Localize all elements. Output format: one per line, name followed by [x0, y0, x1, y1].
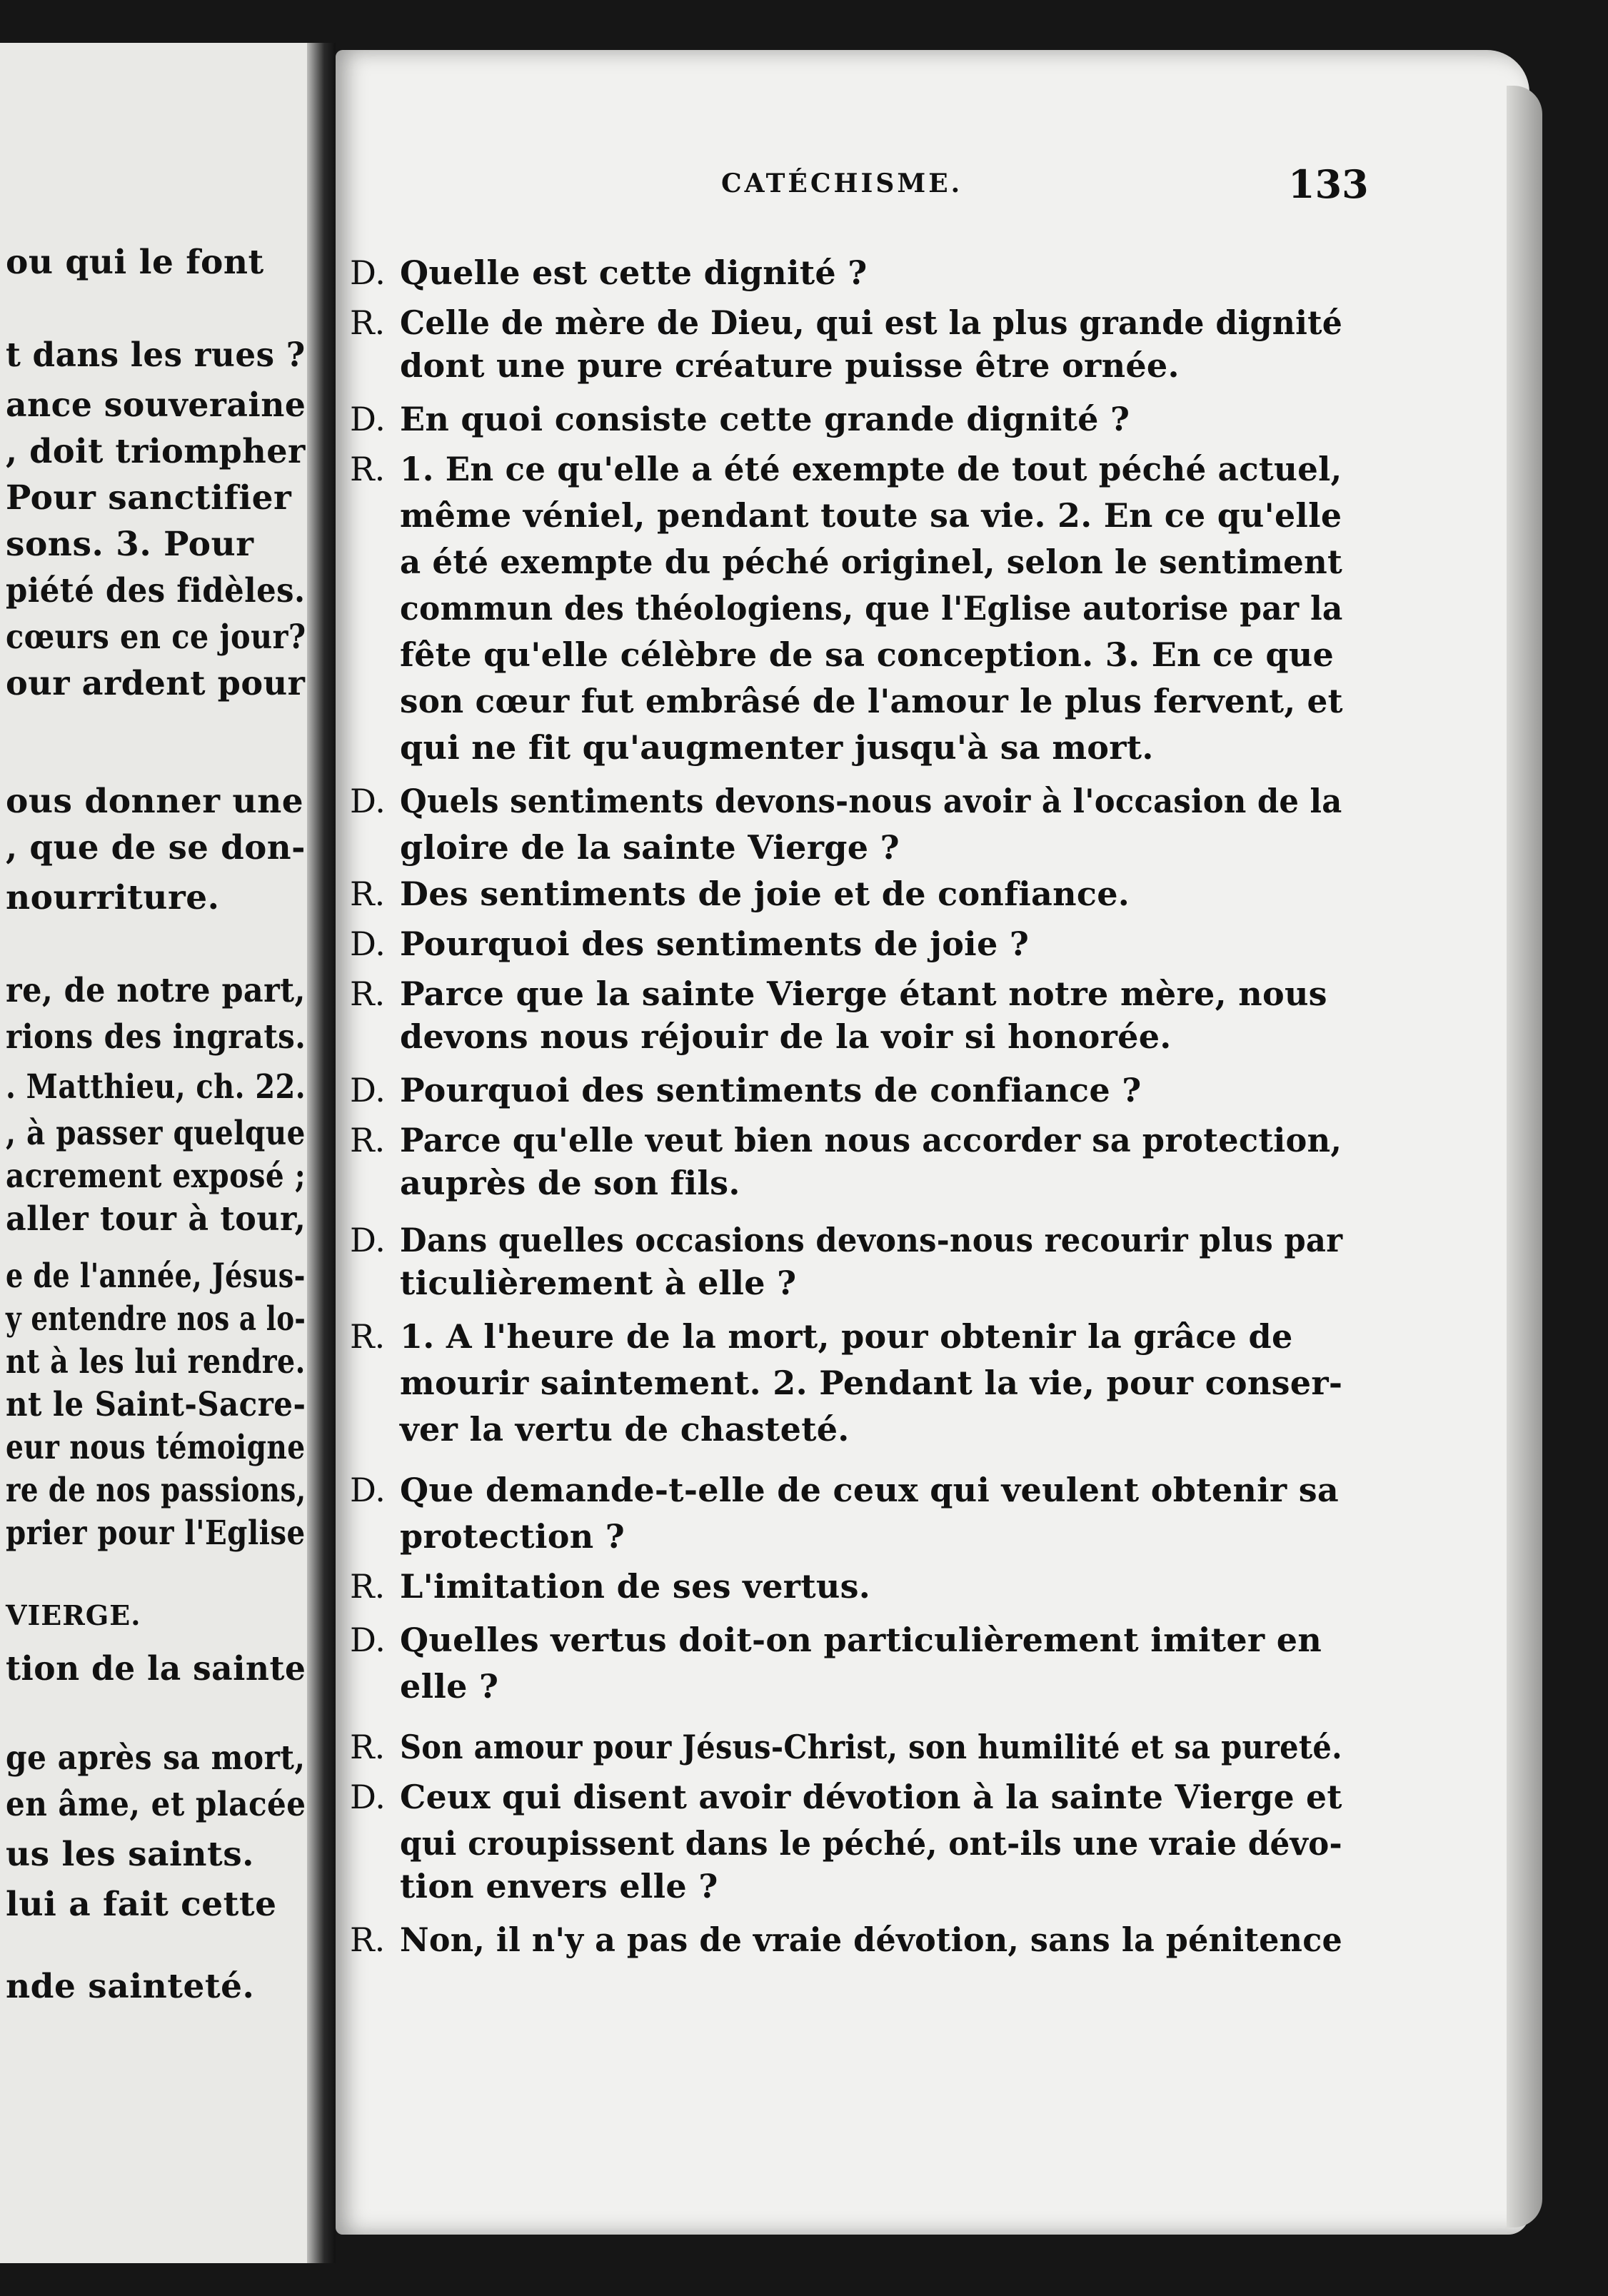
- text-line: gloire de la sainte Vierge ?: [400, 828, 900, 867]
- text-line: 1. En ce qu'elle a été exempte de tout péché actuel,: [400, 450, 1342, 488]
- left-page-line: y entendre nos a lo-: [6, 1299, 306, 1339]
- text-line: L'imitation de ses vertus.: [400, 1567, 871, 1606]
- question-label: D.: [350, 1221, 386, 1259]
- left-page-line: , doit triompher: [6, 432, 306, 471]
- left-page-line: prier pour l'Eglise: [6, 1514, 306, 1553]
- text-line: Quels sentiments devons-nous avoir à l'occasion de la: [400, 782, 1342, 820]
- text-line: auprès de son fils.: [400, 1164, 740, 1202]
- text-line: Pourquoi des sentiments de joie ?: [400, 925, 1030, 963]
- text-line: 1. A l'heure de la mort, pour obtenir la grâce de: [400, 1317, 1293, 1356]
- left-page-line: , que de se don-: [6, 828, 306, 867]
- left-page-line: sons. 3. Pour: [6, 525, 254, 564]
- text-line: En quoi consiste cette grande dignité ?: [400, 400, 1130, 438]
- text-line: elle ?: [400, 1667, 499, 1706]
- left-page-line: . Matthieu, ch. 22.: [6, 1067, 306, 1107]
- left-page-line: our ardent pour: [6, 664, 306, 703]
- question-label: D.: [350, 1471, 386, 1509]
- text-line: Que demande-t-elle de ceux qui veulent obtenir sa: [400, 1471, 1340, 1509]
- text-line: Parce que la sainte Vierge étant notre mère, nous: [400, 975, 1327, 1013]
- question-label: D.: [350, 1778, 386, 1816]
- text-line: mourir saintement. 2. Pendant la vie, pour conser-: [400, 1364, 1343, 1402]
- text-line: fête qu'elle célèbre de sa conception. 3. En ce que: [400, 635, 1335, 674]
- answer-label: R.: [350, 450, 386, 488]
- text-line: qui croupissent dans le péché, ont-ils une vraie dévo-: [400, 1824, 1342, 1863]
- running-header: CATÉCHISME.: [721, 168, 963, 198]
- left-page-line: us les saints.: [6, 1835, 255, 1874]
- text-line: Non, il n'y a pas de vraie dévotion, sans la pénitence: [400, 1920, 1343, 1959]
- left-page-line: nourriture.: [6, 878, 220, 917]
- text-line: Pourquoi des sentiments de confiance ?: [400, 1071, 1142, 1109]
- question-label: D.: [350, 925, 386, 963]
- answer-label: R.: [350, 1317, 386, 1356]
- left-page: [0, 43, 314, 2263]
- left-page-line: eur nous témoigne: [6, 1428, 306, 1467]
- question-label: D.: [350, 400, 386, 438]
- left-page-line: piété des fidèles.: [6, 571, 306, 610]
- text-line: a été exempte du péché originel, selon le sentiment: [400, 543, 1343, 581]
- page-number: 133: [1288, 161, 1369, 207]
- left-page-line: nt à les lui rendre.: [6, 1342, 306, 1381]
- left-page-line: nt le Saint-Sacre-: [6, 1385, 306, 1424]
- left-page-line: lui a fait cette: [6, 1885, 277, 1924]
- left-page-line: ous donner une: [6, 782, 304, 821]
- question-label: D.: [350, 1071, 386, 1109]
- left-page-line: rions des ingrats.: [6, 1017, 306, 1057]
- text-line: ticulièrement à elle ?: [400, 1264, 797, 1302]
- text-line: son cœur fut embrâsé de l'amour le plus fervent, et: [400, 682, 1343, 720]
- page-edge: [1507, 86, 1542, 2227]
- left-page-line: nde sainteté.: [6, 1967, 255, 2006]
- text-line: même véniel, pendant toute sa vie. 2. En ce qu'elle: [400, 496, 1342, 535]
- text-line: Son amour pour Jésus-Christ, son humilité et sa pureté.: [400, 1728, 1342, 1766]
- left-page-line: tion de la sainte: [6, 1649, 306, 1688]
- left-page-line: VIERGE.: [6, 1599, 141, 1631]
- text-line: Dans quelles occasions devons-nous recourir plus par: [400, 1221, 1343, 1259]
- text-line: Quelles vertus doit-on particulièrement imiter en: [400, 1621, 1322, 1659]
- text-line: tion envers elle ?: [400, 1867, 718, 1905]
- left-page-line: t dans les rues ?: [6, 336, 306, 375]
- left-page-line: e de l'année, Jésus-: [6, 1257, 306, 1296]
- left-page-line: acrement exposé ;: [6, 1157, 306, 1196]
- left-page-line: Pour sanctifier: [6, 478, 292, 518]
- left-page-line: en âme, et placée: [6, 1785, 306, 1824]
- left-page-line: cœurs en ce jour?: [6, 618, 306, 657]
- question-label: D.: [350, 782, 386, 820]
- answer-label: R.: [350, 1728, 386, 1766]
- question-label: D.: [350, 1621, 386, 1659]
- text-line: dont une pure créature puisse être ornée.: [400, 346, 1180, 385]
- text-line: devons nous réjouir de la voir si honorée.: [400, 1017, 1172, 1056]
- left-page-line: ou qui le font: [6, 243, 264, 282]
- answer-label: R.: [350, 1567, 386, 1606]
- left-page-line: ge après sa mort,: [6, 1738, 306, 1778]
- text-line: Des sentiments de joie et de confiance.: [400, 875, 1130, 913]
- text-line: Celle de mère de Dieu, qui est la plus grande dignité: [400, 303, 1343, 342]
- left-page-line: , à passer quelque: [6, 1114, 306, 1153]
- book-gutter: [307, 43, 336, 2263]
- answer-label: R.: [350, 975, 386, 1013]
- text-line: commun des théologiens, que l'Eglise autorise par la: [400, 589, 1343, 628]
- answer-label: R.: [350, 1121, 386, 1159]
- left-page-line: re, de notre part,: [6, 971, 306, 1010]
- answer-label: R.: [350, 875, 386, 913]
- text-line: Parce qu'elle veut bien nous accorder sa protection,: [400, 1121, 1342, 1159]
- question-label: D.: [350, 253, 386, 292]
- left-page-line: re de nos passions,: [6, 1471, 306, 1510]
- text-line: ver la vertu de chasteté.: [400, 1410, 850, 1449]
- left-page-line: aller tour à tour,: [6, 1199, 306, 1239]
- left-page-line: ance souveraine: [6, 386, 306, 425]
- text-line: protection ?: [400, 1517, 625, 1556]
- text-line: Ceux qui disent avoir dévotion à la sainte Vierge et: [400, 1778, 1342, 1816]
- text-line: qui ne fit qu'augmenter jusqu'à sa mort.: [400, 728, 1154, 767]
- answer-label: R.: [350, 303, 386, 342]
- text-line: Quelle est cette dignité ?: [400, 253, 868, 292]
- answer-label: R.: [350, 1920, 386, 1959]
